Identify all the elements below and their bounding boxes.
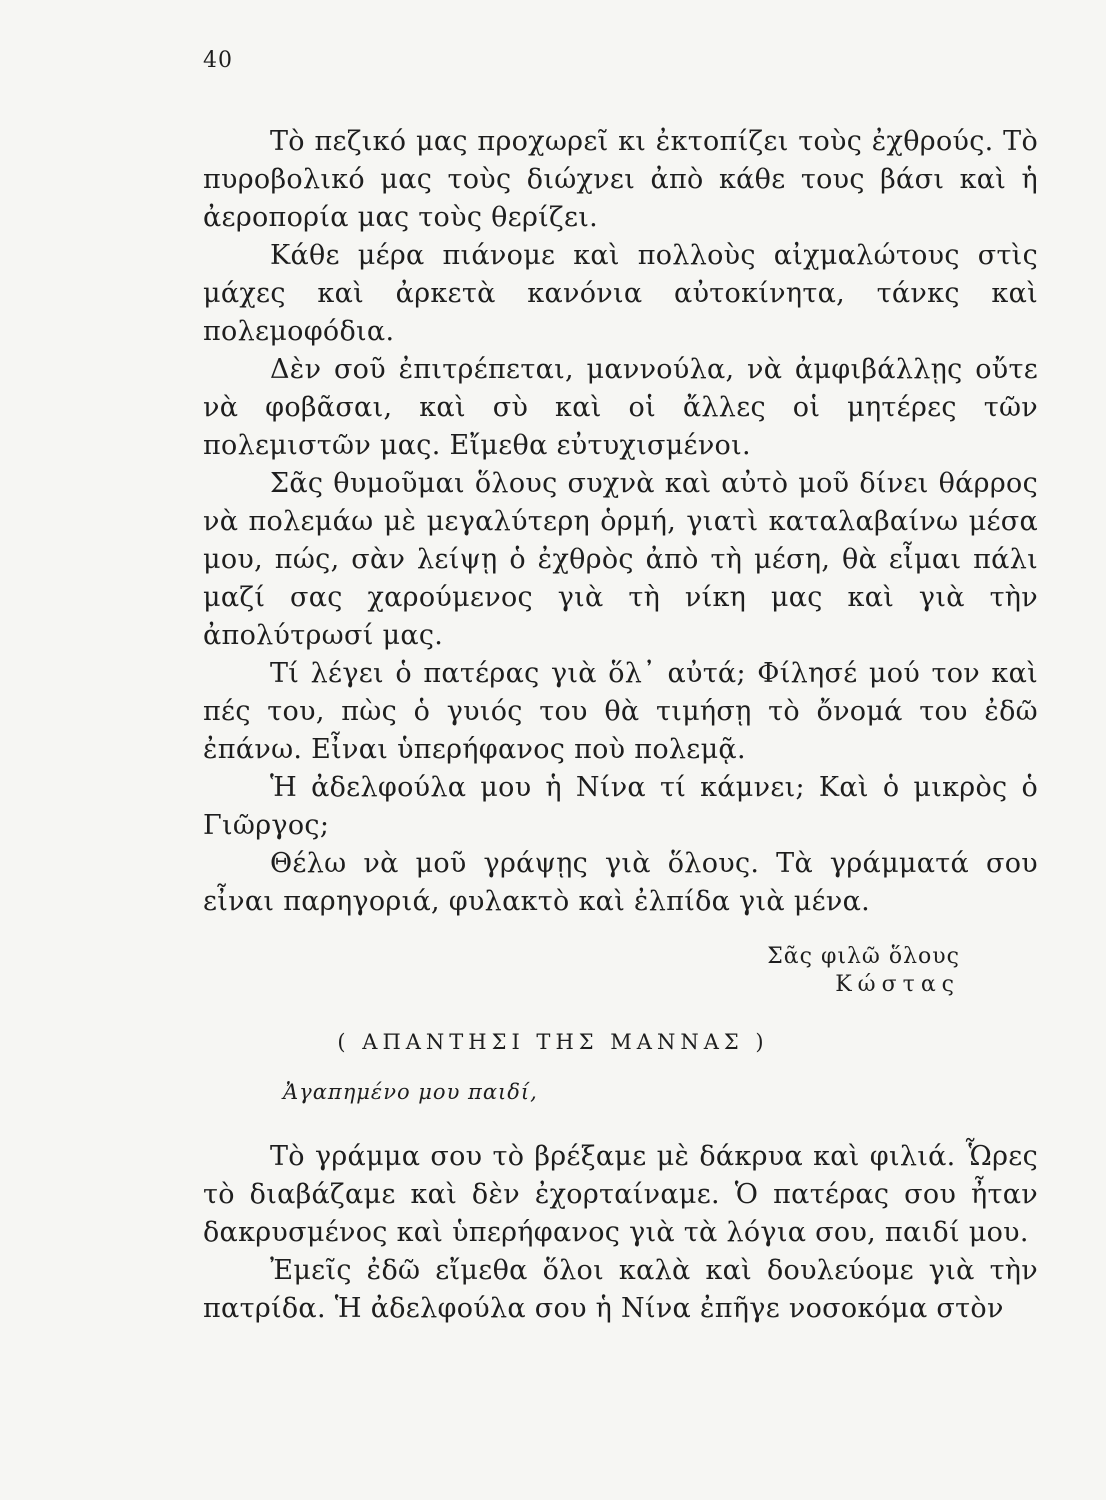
letter-body bbox=[203, 123, 1038, 921]
reply-heading: ( ΑΠΑΝΤΗΣΙ ΤΗΣ ΜΑΝΝΑΣ ) bbox=[337, 1030, 769, 1054]
letter-signature: Κώστας bbox=[835, 972, 960, 997]
reply-paragraph: Τὸ γράμμα σου τὸ βρέξαμε μὲ δάκρυα καὶ φιλιά. Ὧρες τὸ διαβάζαμε καὶ δὲν ἐχορταίναμε. Ὁ πατέρας σου ἦταν δακρυσμένος καὶ ὑπερήφανος γιὰ τὰ λόγια σου, παιδί μου. bbox=[203, 1141, 1038, 1248]
page-number: 40 bbox=[203, 48, 233, 73]
letter-paragraph: Δὲν σοῦ ἐπιτρέπεται, μαννούλα, νὰ ἀμφιβάλλῃς οὔτε νὰ φοβᾶσαι, καὶ σὺ καὶ οἱ ἄλλες οἱ μητέρες τῶν πολεμιστῶν μας. Εἴμεθα εὐτυχισμένοι. bbox=[203, 354, 1038, 461]
letter-paragraph: Κάθε μέρα πιάνομε καὶ πολλοὺς αἰχμαλώτους στὶς μάχες καὶ ἀρκετὰ κανόνια αὐτοκίνητα, τάνκς καὶ πολεμοφόδια. bbox=[203, 240, 1038, 347]
letter-paragraph: Τί λέγει ὁ πατέρας γιὰ ὅλ᾽ αὐτά; Φίλησέ μού τον καὶ πές του, πὼς ὁ γυιός του θὰ τιμήσῃ τὸ ὄνομά του ἐδῶ ἐπάνω. Εἶναι ὑπερήφανος ποὺ πολεμᾷ. bbox=[203, 658, 1038, 765]
reply-body bbox=[203, 1138, 1038, 1328]
letter-signoff bbox=[700, 943, 960, 999]
letter-paragraph: Θέλω νὰ μοῦ γράψῃς γιὰ ὅλους. Τὰ γράμματά σου εἶναι παρηγοριά, φυλακτὸ καὶ ἐλπίδα γιὰ μένα. bbox=[203, 848, 1038, 917]
reply-salutation: Ἀγαπημένο μου παιδί, bbox=[283, 1080, 538, 1104]
letter-paragraph: Σᾶς θυμοῦμαι ὅλους συχνὰ καὶ αὐτὸ μοῦ δίνει θάρρος νὰ πολεμάω μὲ μεγαλύτερη ὁρμή, γιατὶ καταλαβαίνω μέσα μου, πώς, σὰν λείψῃ ὁ ἐχθρὸς ἀπὸ τὴ μέση, θὰ εἶμαι πάλι μαζί σας χαρούμενος γιὰ τὴ νίκη μας καὶ γιὰ τὴν ἀπολύτρωσί μας. bbox=[203, 468, 1038, 651]
letter-paragraph: Τὸ πεζικό μας προχωρεῖ κι ἐκτοπίζει τοὺς ἐχθρούς. Τὸ πυροβολικό μας τοὺς διώχνει ἀπὸ κάθε τους βάσι καὶ ἡ ἀεροπορία μας τοὺς θερίζει. bbox=[203, 126, 1038, 233]
letter-paragraph: Ἡ ἀδελφούλα μου ἡ Νίνα τί κάμνει; Καὶ ὁ μικρὸς ὁ Γιῶργος; bbox=[203, 772, 1038, 841]
reply-paragraph: Ἐμεῖς ἐδῶ εἴμεθα ὅλοι καλὰ καὶ δουλεύομε γιὰ τὴν πατρίδα. Ἡ ἀδελφούλα σου ἡ Νίνα ἐπῆγε νοσοκόμα στὸν bbox=[203, 1255, 1038, 1324]
letter-closing: Σᾶς φιλῶ ὅλους bbox=[767, 944, 960, 969]
